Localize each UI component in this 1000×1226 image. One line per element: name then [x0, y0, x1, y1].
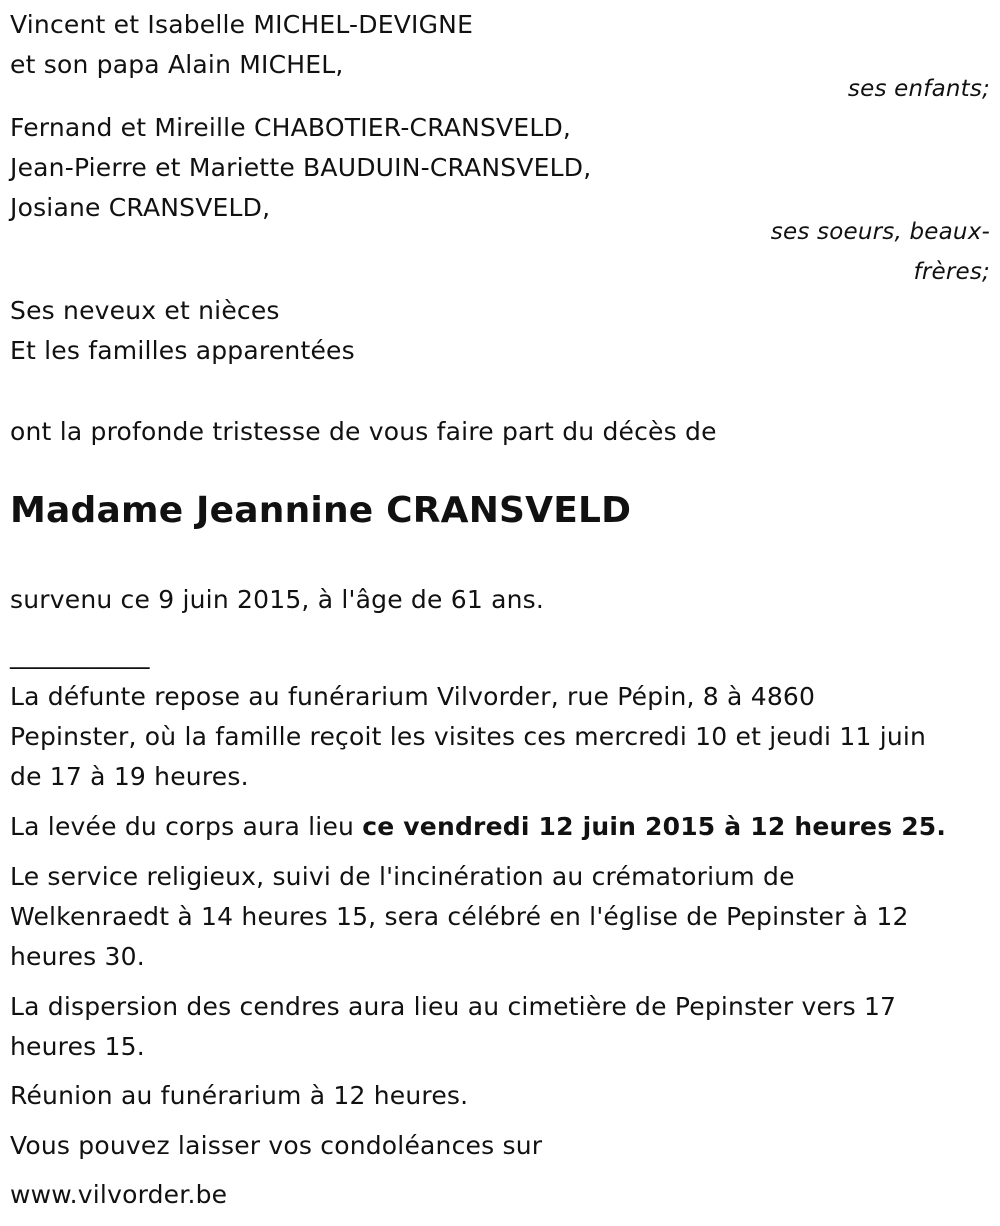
service-line-2: Welkenraedt à 14 heures 15, sera célébré en l'église de Pepinster à 12: [10, 902, 909, 931]
rest-line-3: de 17 à 19 heures.: [10, 762, 249, 791]
deceased-name: Madame Jeannine CRANSVELD: [10, 490, 632, 531]
death-info: survenu ce 9 juin 2015, à l'âge de 61 ans.: [10, 585, 545, 614]
rest-line-2: Pepinster, où la famille reçoit les visites ces mercredi 10 et jeudi 11 juin: [10, 722, 927, 751]
condolences-line: Vous pouvez laisser vos condoléances sur: [10, 1131, 543, 1160]
website-link: www.vilvorder.be: [10, 1180, 228, 1209]
siblings-role-line-2: frères;: [913, 259, 990, 285]
siblings-role-line-1: ses soeurs, beaux-: [770, 219, 990, 245]
relatives-line-2: Et les familles apparentées: [10, 336, 355, 365]
service-line-3: heures 30.: [10, 942, 145, 971]
children-line-1: Vincent et Isabelle MICHEL-DEVIGNE: [10, 10, 474, 39]
siblings-line-1: Fernand et Mireille CHABOTIER-CRANSVELD,: [10, 113, 572, 142]
levee-prefix: La levée du corps aura lieu: [10, 812, 363, 841]
dispersion-line-2: heures 15.: [10, 1032, 145, 1061]
children-role: ses enfants;: [847, 76, 990, 102]
relatives-line-1: Ses neveux et nièces: [10, 296, 280, 325]
children-line-2: et son papa Alain MICHEL,: [10, 50, 344, 79]
siblings-line-3: Josiane CRANSVELD,: [10, 193, 271, 222]
separator: ___________: [10, 640, 150, 669]
levee-line: [10, 807, 946, 847]
service-line-1: Le service religieux, suivi de l'incinération au crématorium de: [10, 862, 795, 891]
rest-line-1: La défunte repose au funérarium Vilvorder, rue Pépin, 8 à 4860: [10, 682, 816, 711]
levee-date: ce vendredi 12 juin 2015 à 12 heures 25.: [362, 812, 947, 841]
reunion-line: Réunion au funérarium à 12 heures.: [10, 1081, 469, 1110]
siblings-line-2: Jean-Pierre et Mariette BAUDUIN-CRANSVELD,: [10, 153, 592, 182]
announcement: ont la profonde tristesse de vous faire part du décès de: [10, 417, 717, 446]
dispersion-line-1: La dispersion des cendres aura lieu au cimetière de Pepinster vers 17: [10, 992, 897, 1021]
